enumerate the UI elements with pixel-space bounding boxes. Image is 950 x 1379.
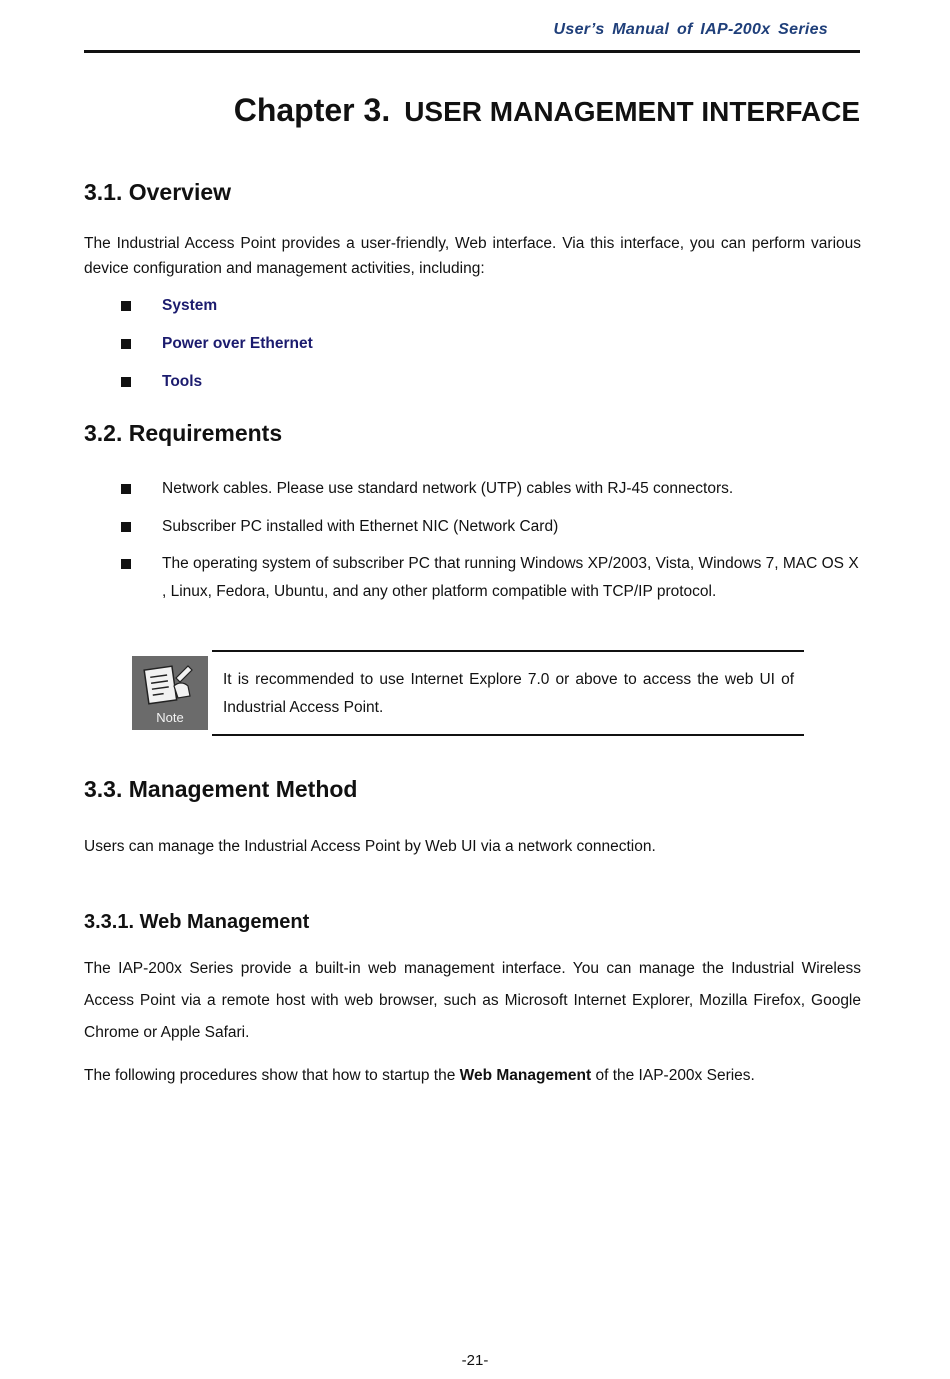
list-item — [121, 513, 861, 541]
note-icon-label: Note — [156, 710, 184, 725]
note-top-rule — [212, 650, 804, 652]
web-management-procedure — [84, 1063, 861, 1088]
section-heading-web-management: 3.3.1. Web Management — [84, 911, 310, 933]
requirement-subscriber-pc: Subscriber PC installed with Ethernet NIC (Network Card) — [162, 518, 559, 535]
bullet-square-icon — [121, 377, 131, 387]
list-item-system: System — [162, 297, 218, 314]
management-text: Users can manage the Industrial Access Point by Web UI via a network connection. — [84, 838, 656, 855]
chapter-number: Chapter 3. — [233, 92, 391, 128]
procedure-text-bold: Web Management — [459, 1067, 592, 1084]
bullet-square-icon — [121, 522, 131, 532]
bullet-square-icon — [121, 484, 131, 494]
overview-intro: The Industrial Access Point provides a user-friendly, Web interface. Via this interface, you can perform various device configuration and management activities, including: — [84, 235, 861, 277]
requirement-network-cables: Network cables. Please use standard network (UTP) cables with RJ-45 connectors. — [162, 480, 734, 497]
list-item — [121, 550, 861, 606]
bullet-square-icon — [121, 559, 131, 569]
list-item-poe: Power over Ethernet — [162, 335, 313, 352]
procedure-text-end: of the IAP-200x Series. — [591, 1067, 755, 1084]
page-number: -21- — [461, 1352, 489, 1369]
section-heading-requirements: 3.2. Requirements — [84, 420, 283, 446]
list-item — [121, 292, 861, 320]
list-item — [121, 330, 861, 358]
list-item-tools: Tools — [162, 373, 203, 390]
list-item — [121, 368, 861, 396]
list-item — [121, 475, 861, 503]
bullet-square-icon — [121, 339, 131, 349]
note-icon — [132, 656, 208, 730]
procedure-text-start: The following procedures show that how to startup the — [84, 1067, 460, 1084]
section-heading-overview: 3.1. Overview — [84, 179, 232, 205]
web-management-text: The IAP-200x Series provide a built-in web management interface. You can manage the Industrial Wireless Access Point via a remote host with web browser, such as Microsoft Internet Explorer, Mozilla Firefox, Google Chrome or Apple Safari. — [84, 960, 861, 1041]
note-bottom-rule — [212, 734, 804, 736]
chapter-name: USER MANAGEMENT INTERFACE — [404, 96, 860, 127]
bullet-square-icon — [121, 301, 131, 311]
requirement-operating-system: The operating system of subscriber PC that running Windows XP/2003, Vista, Windows 7, MAC OS X , Linux, Fedora, Ubuntu, and any other platform compatible with TCP/IP protocol. — [162, 555, 859, 600]
header-rule — [84, 50, 860, 53]
chapter-title — [84, 92, 860, 129]
note-text: It is recommended to use Internet Explore 7.0 or above to access the web UI of Industrial Access Point. — [223, 671, 794, 716]
running-header: User’s Manual of IAP-200x Series — [553, 21, 828, 38]
section-heading-management-method: 3.3. Management Method — [84, 776, 358, 802]
